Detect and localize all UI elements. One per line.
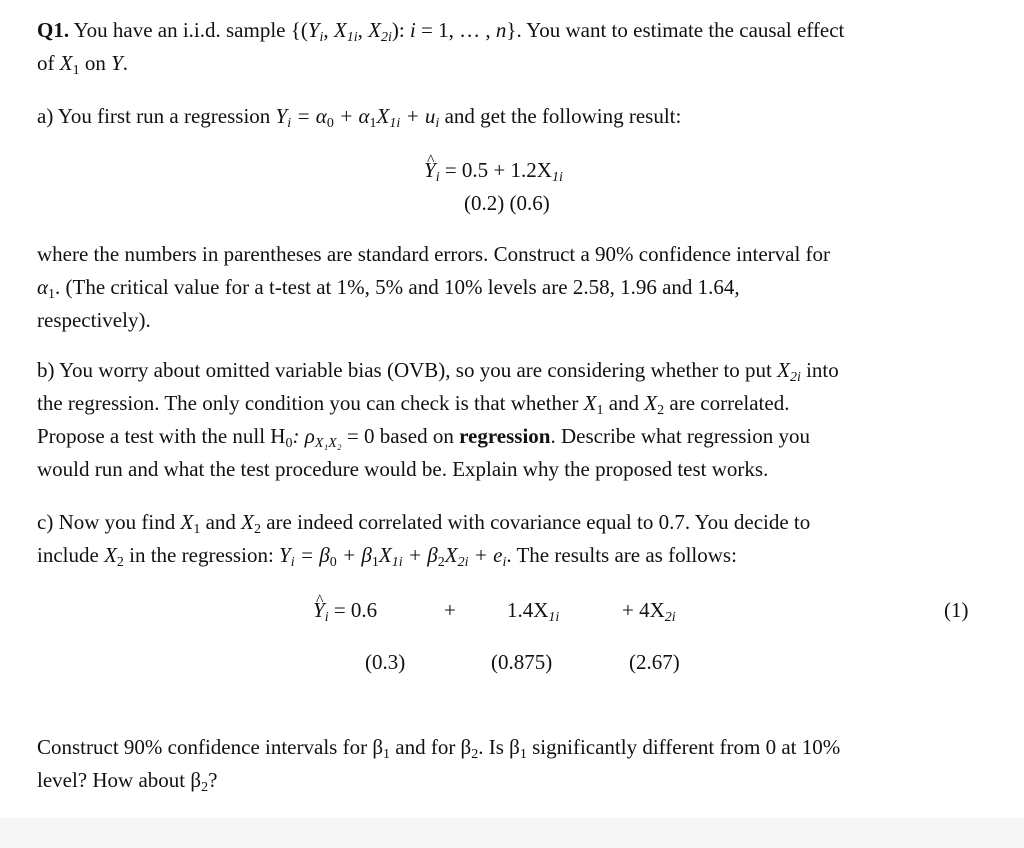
part-c-se-coef2: (2.67) — [629, 650, 680, 674]
sub: 2i — [789, 370, 801, 385]
var-x1: X — [333, 18, 347, 42]
var-y-hat: ^ Y — [313, 594, 325, 627]
part-c-fitted-y — [313, 594, 377, 627]
intro-text: of — [37, 51, 60, 75]
text: and get the following result: — [439, 104, 682, 128]
const: = 0.6 — [328, 598, 378, 622]
part-c-prompt — [37, 506, 987, 572]
intro-text: = 1, … , — [415, 18, 496, 42]
text: c) Now you find — [37, 510, 181, 534]
sub: 2 — [201, 780, 209, 795]
var-x1: X — [59, 51, 73, 75]
sub: 0 — [326, 116, 334, 131]
text-line — [37, 271, 987, 304]
sub: 2i — [457, 555, 469, 570]
text: . Describe what regression you — [550, 424, 810, 448]
question-label: Q1. — [37, 18, 70, 42]
text: into — [800, 358, 839, 382]
sub: 1i — [346, 30, 358, 45]
text: ? — [208, 768, 218, 792]
sub: 2 — [471, 747, 479, 762]
var-n: n — [495, 18, 507, 42]
eq-part: + u — [400, 104, 436, 128]
part-a-line — [37, 100, 987, 133]
text: and for β — [390, 735, 472, 759]
sub: i — [319, 30, 324, 45]
sub: 1i — [391, 555, 403, 570]
var-y-hat: ^ Y — [424, 154, 436, 187]
sub: 2 — [116, 555, 124, 570]
text-line — [37, 731, 987, 764]
text-line: respectively). — [37, 308, 151, 332]
eq-part: = β — [294, 543, 330, 567]
text-line — [37, 539, 987, 572]
sub: i — [502, 555, 507, 570]
sub: 1 — [383, 747, 390, 762]
sub: 1i — [551, 170, 563, 185]
part-c-se-const: (0.3) — [365, 650, 406, 674]
text: are indeed correlated with covariance equal to 0.7. You decide to — [260, 510, 811, 534]
sub: 1 — [72, 63, 80, 78]
part-c-se-coef1: (0.875) — [491, 650, 553, 674]
sub: 1 — [596, 403, 604, 418]
sep: , — [357, 18, 369, 42]
var-y: Y — [279, 543, 291, 567]
text-line — [37, 354, 987, 387]
text: = 0 based on — [341, 424, 460, 448]
alpha: α — [37, 275, 49, 299]
text: Propose a test with the null H — [37, 424, 286, 448]
text: . The results are as follows: — [506, 543, 737, 567]
text: the regression. The only condition you can check is that whether — [37, 391, 584, 415]
part-c-final-question — [37, 731, 987, 797]
sub: i — [435, 170, 440, 185]
eq-part: + α — [333, 104, 370, 128]
var-y: Y — [111, 51, 123, 75]
sub: 2 — [253, 522, 261, 537]
sub: 0 — [285, 436, 293, 451]
eq-part: X — [444, 543, 458, 567]
sub: X₁X₂ — [314, 436, 342, 451]
text: b) You worry about omitted variable bias (OVB), so you are considering whether to put — [37, 358, 778, 382]
var-x2: X — [644, 391, 658, 415]
var-i: i — [409, 18, 416, 42]
var-x2: X — [368, 18, 381, 42]
var-x1: X — [180, 510, 194, 534]
sub: i — [290, 555, 295, 570]
sub: 0 — [329, 555, 337, 570]
part-a-standard-errors: (0.2) (0.6) — [464, 191, 550, 215]
sep: , — [323, 18, 334, 42]
text-line — [37, 506, 987, 539]
var-y: Y — [275, 104, 288, 128]
page-bottom-edge — [0, 818, 1024, 848]
text: and — [603, 391, 645, 415]
text-line — [37, 420, 987, 453]
eq-part: + β — [402, 543, 438, 567]
intro-text: You have an i.i.d. sample {( — [69, 18, 308, 42]
text: in the regression: — [123, 543, 280, 567]
text: . (The critical value for a t-test at 1%, 5% and 10% levels are 2.58, 1.96 and 1.64, — [55, 275, 740, 299]
sub: i — [287, 116, 292, 131]
part-a-fitted-equation — [424, 154, 563, 187]
part-a-prompt — [37, 100, 987, 133]
intro-text: . — [122, 51, 129, 75]
intro-line-1 — [37, 14, 987, 47]
part-c-coef2 — [622, 594, 676, 627]
eq-part: X — [376, 104, 390, 128]
rho: : ρ — [292, 424, 315, 448]
eq-part: + β — [336, 543, 372, 567]
question-intro — [37, 14, 987, 80]
sub: 1 — [519, 747, 527, 762]
var-x2: X — [104, 543, 117, 567]
sub: 2 — [437, 555, 445, 570]
eq-part: = 0.5 + 1.2X — [439, 158, 552, 182]
text-line — [37, 764, 987, 797]
var-x2: X — [777, 358, 790, 382]
part-b-prompt — [37, 354, 987, 486]
text: are correlated. — [664, 391, 790, 415]
sub: 1 — [371, 555, 379, 570]
intro-text: on — [79, 51, 112, 75]
var-x1: X — [583, 391, 597, 415]
bold-text: regression — [459, 424, 551, 448]
text: and — [200, 510, 242, 534]
text: significantly different from 0 at 10% — [526, 735, 841, 759]
text-line — [37, 387, 987, 420]
text-line: would run and what the test procedure would be. Explain why the proposed test works. — [37, 457, 769, 481]
part-a-instructions — [37, 238, 987, 337]
text: . Is β — [478, 735, 520, 759]
coef: + 4X — [622, 598, 665, 622]
sub: i — [435, 116, 440, 131]
sub: 1i — [548, 610, 560, 625]
intro-text: ): — [391, 18, 410, 42]
text: include — [37, 543, 105, 567]
sub: 2 — [657, 403, 665, 418]
text: Construct 90% confidence intervals for β — [37, 735, 383, 759]
sub: 1 — [369, 116, 377, 131]
sub: 1i — [389, 116, 401, 131]
text: a) You first run a regression — [37, 104, 276, 128]
sub: 2i — [664, 610, 676, 625]
eq-part: + e — [468, 543, 503, 567]
part-c-plus: + — [444, 598, 456, 622]
intro-line-2 — [37, 47, 987, 80]
text-line: where the numbers in parentheses are standard errors. Construct a 90% confidence interval for — [37, 242, 831, 266]
sub: 2i — [380, 30, 392, 45]
part-c-coef1 — [507, 594, 559, 627]
eq-part: = α — [291, 104, 327, 128]
eq-part: X — [378, 543, 392, 567]
text: level? How about β — [37, 768, 202, 792]
coef: 1.4X — [507, 598, 549, 622]
equation-number: (1) — [944, 598, 969, 622]
intro-text: }. You want to estimate the causal effect — [506, 18, 845, 42]
sub: 1 — [48, 287, 56, 302]
var-x2: X — [241, 510, 254, 534]
sub: i — [324, 610, 329, 625]
sub: 1 — [193, 522, 201, 537]
var-y: Y — [307, 18, 320, 42]
